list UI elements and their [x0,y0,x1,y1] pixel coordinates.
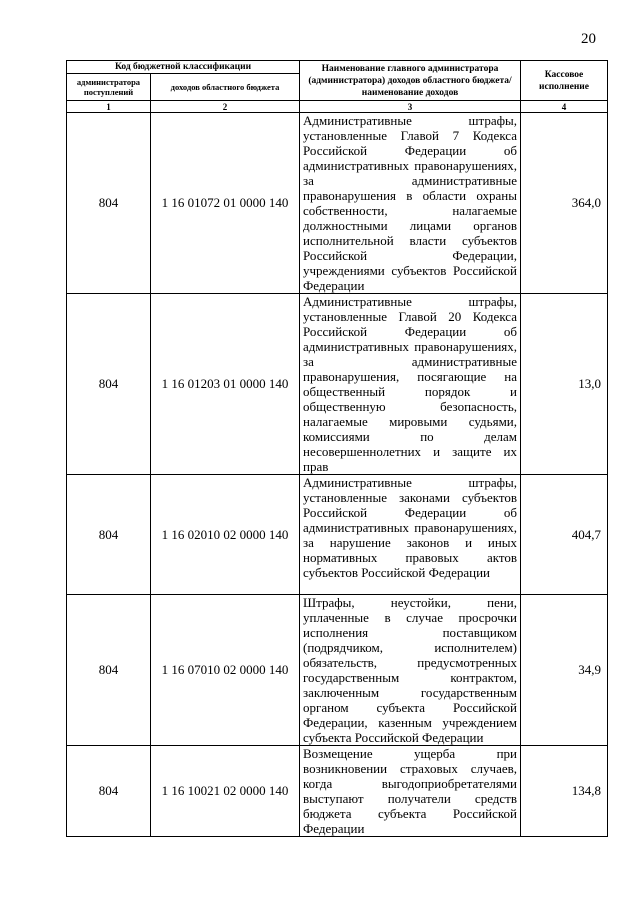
column-number: 1 [67,101,151,113]
budget-classification-table [66,60,608,837]
income-code-cell: 1 16 02010 02 0000 140 [151,475,300,595]
admin-code-cell: 804 [67,113,151,294]
column-number: 2 [151,101,300,113]
income-name-cell: Административные штрафы, установленные законами субъектов Российской Федерации об административных правонарушениях, за нарушение законов и иных нормативных правовых актов субъектов Российской Федерации [300,475,521,595]
income-code-cell: 1 16 01203 01 0000 140 [151,294,300,475]
admin-code-cell: 804 [67,595,151,746]
page-number: 20 [581,31,596,47]
admin-code-cell: 804 [67,746,151,837]
table-row [67,595,608,746]
column-numbers-row [67,101,608,113]
income-code-cell: 1 16 01072 01 0000 140 [151,113,300,294]
classification-code-header: Код бюджетной классификации [67,61,300,74]
income-code-cell: 1 16 10021 02 0000 140 [151,746,300,837]
column-number: 3 [300,101,521,113]
income-column-header: доходов областного бюджета [151,74,300,101]
amount-column-header: Кассовое исполнение [521,61,608,101]
table-row [67,294,608,475]
amount-cell: 364,0 [521,113,608,294]
admin-code-cell: 804 [67,294,151,475]
admin-column-header: администратора поступлений [67,74,151,101]
name-column-header: Наименование главного администратора (администратора) доходов областного бюджета/ наименование доходов [300,61,521,101]
admin-code-cell: 804 [67,475,151,595]
amount-cell: 134,8 [521,746,608,837]
table-row [67,113,608,294]
amount-cell: 404,7 [521,475,608,595]
income-code-cell: 1 16 07010 02 0000 140 [151,595,300,746]
income-name-cell: Административные штрафы, установленные Главой 20 Кодекса Российской Федерации об административных правонарушениях, за административные правонарушения, посягающие на общественный порядок и общественную безопасность, налагаемые мировыми судьями, комиссиями по делам несовершеннолетних и защите их прав [300,294,521,475]
income-name-cell: Административные штрафы, установленные Главой 7 Кодекса Российской Федерации об административных правонарушениях, за административные правонарушения в области охраны собственности, налагаемые должностными лицами органов исполнительной власти субъектов Российской Федерации, учреждениями субъектов Российской Федерации [300,113,521,294]
table-row [67,475,608,595]
amount-cell: 34,9 [521,595,608,746]
amount-cell: 13,0 [521,294,608,475]
income-name-cell: Штрафы, неустойки, пени, уплаченные в случае просрочки исполнения поставщиком (подрядчиком, исполнителем) обязательств, предусмотренных государственным контрактом, заключенным государственным органом субъекта Российской Федерации, казенным учреждением субъекта Российской Федерации [300,595,521,746]
income-name-cell: Возмещение ущерба при возникновении страховых случаев, когда выгодоприобретателями выступают получатели средств бюджета субъекта Российской Федерации [300,746,521,837]
table-row [67,746,608,837]
column-number: 4 [521,101,608,113]
